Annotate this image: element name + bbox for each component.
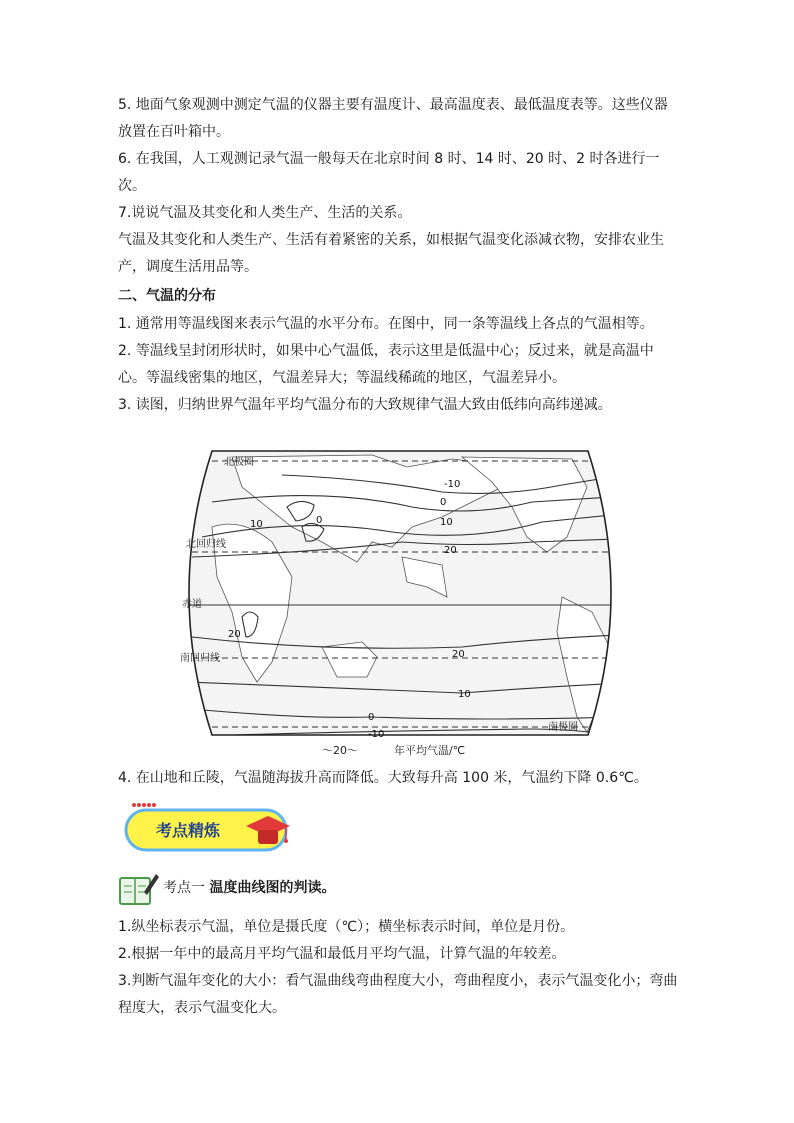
- section-2-item-4: 4. 在山地和丘陵，气温随海拔升高而降低。大致每升高 100 米，气温约下降 0.6℃。: [118, 770, 648, 786]
- world-isotherm-map: [172, 447, 628, 759]
- isotherm-label-africa-twenty: 20: [228, 629, 241, 640]
- paragraph-7: 7.说说气温及其变化和人类生产、生活的关系。: [118, 205, 412, 221]
- tropic-capricorn-label: 南回归线: [180, 653, 220, 664]
- antarctic-circle-label: 南极圈: [548, 722, 578, 733]
- paragraph-6: 6. 在我国，人工观测记录气温一般每天在北京时间 8 时、14 时、20 时、2 时各进行一次。: [118, 151, 660, 194]
- isotherm-label-n-ten: 10: [440, 517, 453, 528]
- isotherm-label-s-ten: 10: [458, 689, 471, 700]
- kaodian-item-2: 2.根据一年中的最高月平均气温和最低月平均气温，计算气温的年较差。: [118, 946, 566, 962]
- isotherm-label-tibet-ten: 10: [250, 519, 263, 530]
- isotherm-label-s-minus10: -10: [368, 729, 385, 740]
- kaodian-1-title: [163, 876, 335, 900]
- paragraph-7-answer: 气温及其变化和人类生产、生活有着紧密的关系，如根据气温变化添减衣物，安排农业生产，调度生活用品等。: [118, 232, 664, 275]
- isotherm-label-n-zero: 0: [440, 497, 447, 508]
- legend-symbol: ～20～: [322, 744, 358, 757]
- kaodian-title-text: 温度曲线图的判读。: [209, 880, 336, 896]
- legend-text: 年平均气温/℃: [394, 744, 466, 757]
- kaodian-jinglian-badge: [118, 800, 298, 860]
- badge-label: 考点精炼: [155, 821, 221, 840]
- kaodian-item-1: 1.纵坐标表示气温，单位是摄氏度（℃）；横坐标表示时间，单位是月份。: [118, 919, 575, 935]
- equator-label: 赤道: [182, 599, 202, 610]
- section-2-title: 二、气温的分布: [118, 288, 216, 304]
- arctic-circle-label: 北极圈: [224, 457, 254, 468]
- section-2-item-2: 2. 等温线呈封闭形状时，如果中心气温低，表示这里是低温中心；反过来，就是高温中心。等温线密集的地区，气温差异大；等温线稀疏的地区，气温差异小。: [118, 343, 654, 386]
- section-2-item-1: 1. 通常用等温线图来表示气温的水平分布。在图中，同一条等温线上各点的气温相等。: [118, 316, 654, 332]
- isotherm-label-s-twenty: 20: [452, 649, 465, 660]
- notebook-pencil-icon: [118, 870, 160, 908]
- tropic-cancer-label: 北回归线: [186, 539, 226, 550]
- isotherm-label-tibet-zero: 0: [316, 515, 323, 526]
- isotherm-label-s-zero: 0: [368, 712, 375, 723]
- paragraph-5: 5. 地面气象观测中测定气温的仪器主要有温度计、最高温度表、最低温度表等。这些仪器放置在百叶箱中。: [118, 97, 668, 140]
- kaodian-prefix: 考点一: [163, 880, 205, 896]
- isotherm-label-n-twenty: 20: [444, 545, 457, 556]
- kaodian-item-3: 3.判断气温年变化的大小：看气温曲线弯曲程度大小，弯曲程度小，表示气温变化小；弯曲程度大，表示气温变化大。: [118, 973, 678, 1016]
- section-2-item-3: 3. 读图，归纳世界气温年平均气温分布的大致规律气温大致由低纬向高纬递减。: [118, 397, 612, 413]
- isotherm-label-n-minus10: -10: [444, 479, 461, 490]
